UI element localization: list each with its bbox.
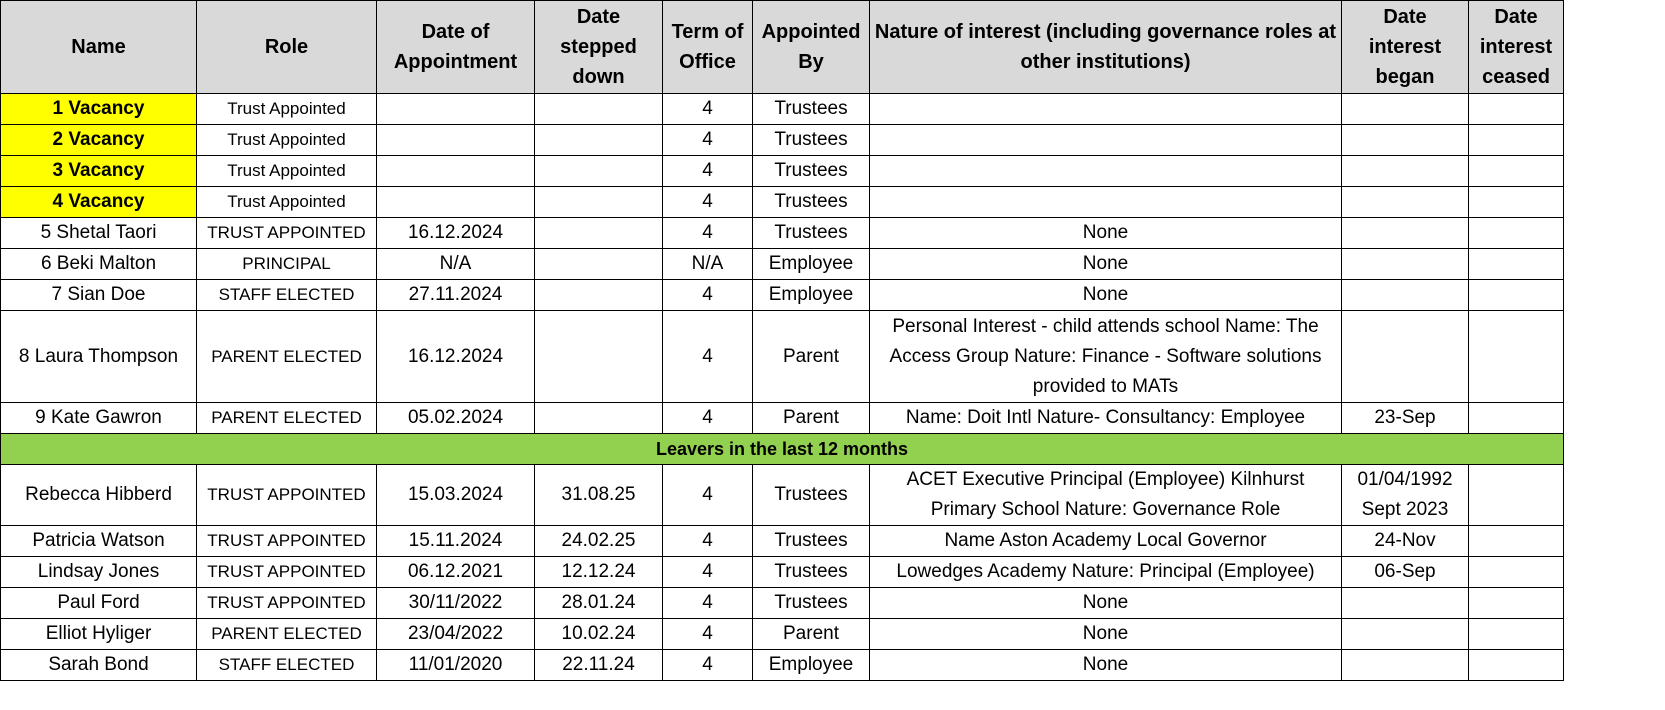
cell-interest-ceased[interactable]	[1469, 156, 1564, 187]
cell-interest-began[interactable]	[1342, 280, 1469, 311]
cell-nature-of-interest[interactable]: ACET Executive Principal (Employee) Kilnhurst Primary School Nature: Governance Role	[870, 465, 1342, 526]
cell-nature-of-interest[interactable]: None	[870, 280, 1342, 311]
cell-appointed-by[interactable]: Trustees	[753, 557, 870, 588]
cell-name[interactable]: 1 Vacancy	[1, 94, 197, 125]
cell-role[interactable]: TRUST APPOINTED	[197, 526, 377, 557]
cell-appointed-by[interactable]: Employee	[753, 249, 870, 280]
cell-date-stepped-down[interactable]	[535, 311, 663, 403]
interest-began-line-1: 01/04/1992	[1357, 469, 1453, 490]
cell-term[interactable]: 4	[663, 218, 753, 249]
cell-name[interactable]: Rebecca Hibberd	[1, 465, 197, 526]
cell-date-stepped-down[interactable]: 10.02.24	[535, 619, 663, 650]
cell-term[interactable]: 4	[663, 280, 753, 311]
cell-interest-ceased[interactable]	[1469, 187, 1564, 218]
cell-date-stepped-down[interactable]: 31.08.25	[535, 465, 663, 526]
cell-date-appointment[interactable]	[377, 125, 535, 156]
cell-interest-ceased[interactable]	[1469, 650, 1564, 681]
header-nature-of-interest: Nature of interest (including governance roles at other institutions)	[870, 1, 1342, 94]
cell-appointed-by[interactable]: Employee	[753, 280, 870, 311]
cell-appointed-by[interactable]: Trustees	[753, 187, 870, 218]
cell-appointed-by[interactable]: Trustees	[753, 588, 870, 619]
cell-date-stepped-down[interactable]	[535, 249, 663, 280]
cell-date-stepped-down[interactable]	[535, 403, 663, 434]
cell-term[interactable]: 4	[663, 403, 753, 434]
header-name: Name	[1, 1, 197, 94]
cell-interest-began[interactable]	[1342, 125, 1469, 156]
cell-role[interactable]: Trust Appointed	[197, 94, 377, 125]
cell-role[interactable]: Trust Appointed	[197, 125, 377, 156]
cell-interest-began[interactable]: 24-Nov	[1342, 526, 1469, 557]
table-row	[1, 125, 1564, 156]
cell-date-appointment[interactable]: 11/01/2020	[377, 650, 535, 681]
cell-term[interactable]: 4	[663, 94, 753, 125]
cell-name[interactable]: 5 Shetal Taori	[1, 218, 197, 249]
section-title: Leavers in the last 12 months	[1, 434, 1564, 465]
cell-interest-began[interactable]	[1342, 156, 1469, 187]
cell-appointed-by[interactable]: Trustees	[753, 465, 870, 526]
header-appointed-by: Appointed By	[753, 1, 870, 94]
cell-role[interactable]: Trust Appointed	[197, 156, 377, 187]
interest-began-line-2: Sept 2023	[1361, 499, 1449, 520]
cell-date-stepped-down[interactable]: 12.12.24	[535, 557, 663, 588]
cell-nature-of-interest[interactable]: Name Aston Academy Local Governor	[870, 526, 1342, 557]
cell-interest-ceased[interactable]	[1469, 557, 1564, 588]
cell-nature-of-interest[interactable]: None	[870, 218, 1342, 249]
cell-interest-ceased[interactable]	[1469, 465, 1564, 526]
cell-term[interactable]: 4	[663, 650, 753, 681]
table-row	[1, 557, 1564, 588]
header-date-appointment: Date of Appointment	[377, 1, 535, 94]
table-row	[1, 249, 1564, 280]
cell-date-stepped-down[interactable]	[535, 280, 663, 311]
cell-role[interactable]: PARENT ELECTED	[197, 619, 377, 650]
cell-date-stepped-down[interactable]	[535, 94, 663, 125]
cell-appointed-by[interactable]: Trustees	[753, 218, 870, 249]
cell-name[interactable]: Lindsay Jones	[1, 557, 197, 588]
cell-role[interactable]: PARENT ELECTED	[197, 403, 377, 434]
cell-nature-of-interest[interactable]	[870, 125, 1342, 156]
table-row	[1, 94, 1564, 125]
table-row	[1, 650, 1564, 681]
cell-date-stepped-down[interactable]	[535, 187, 663, 218]
cell-interest-ceased[interactable]	[1469, 280, 1564, 311]
cell-interest-began[interactable]	[1342, 218, 1469, 249]
cell-name[interactable]: Paul Ford	[1, 588, 197, 619]
cell-term[interactable]: 4	[663, 465, 753, 526]
cell-term[interactable]: 4	[663, 588, 753, 619]
cell-interest-began[interactable]: 23-Sep	[1342, 403, 1469, 434]
cell-appointed-by[interactable]: Trustees	[753, 94, 870, 125]
table-row	[1, 619, 1564, 650]
cell-interest-began[interactable]	[1342, 588, 1469, 619]
cell-term[interactable]: 4	[663, 557, 753, 588]
table-row	[1, 187, 1564, 218]
cell-role[interactable]: PARENT ELECTED	[197, 311, 377, 403]
cell-interest-began[interactable]	[1342, 311, 1469, 403]
cell-name[interactable]: 9 Kate Gawron	[1, 403, 197, 434]
cell-interest-began[interactable]	[1342, 94, 1469, 125]
table-row	[1, 218, 1564, 249]
cell-name[interactable]: Sarah Bond	[1, 650, 197, 681]
cell-appointed-by[interactable]: Parent	[753, 403, 870, 434]
cell-interest-began[interactable]	[1342, 187, 1469, 218]
cell-interest-began[interactable]: 06-Sep	[1342, 557, 1469, 588]
cell-term[interactable]: 4	[663, 619, 753, 650]
cell-name[interactable]: 7 Sian Doe	[1, 280, 197, 311]
cell-interest-ceased[interactable]	[1469, 218, 1564, 249]
cell-interest-began[interactable]	[1342, 650, 1469, 681]
cell-date-stepped-down[interactable]: 22.11.24	[535, 650, 663, 681]
cell-interest-ceased[interactable]	[1469, 311, 1564, 403]
cell-nature-of-interest[interactable]	[870, 156, 1342, 187]
cell-date-appointment[interactable]: 23/04/2022	[377, 619, 535, 650]
cell-nature-of-interest[interactable]: None	[870, 619, 1342, 650]
table-row	[1, 588, 1564, 619]
cell-role[interactable]: TRUST APPOINTED	[197, 557, 377, 588]
cell-term[interactable]: 4	[663, 125, 753, 156]
cell-term[interactable]: 4	[663, 187, 753, 218]
cell-date-appointment[interactable]: 16.12.2024	[377, 218, 535, 249]
cell-date-appointment[interactable]	[377, 187, 535, 218]
cell-interest-began[interactable]	[1342, 619, 1469, 650]
cell-date-appointment[interactable]: 15.11.2024	[377, 526, 535, 557]
cell-interest-ceased[interactable]	[1469, 619, 1564, 650]
cell-name[interactable]: Elliot Hyliger	[1, 619, 197, 650]
table-row	[1, 526, 1564, 557]
cell-interest-ceased[interactable]	[1469, 403, 1564, 434]
section-row-leavers	[1, 434, 1564, 465]
cell-date-appointment[interactable]: 16.12.2024	[377, 311, 535, 403]
cell-nature-of-interest[interactable]: None	[870, 588, 1342, 619]
cell-date-appointment[interactable]: N/A	[377, 249, 535, 280]
header-interest-began: Date interest began	[1342, 1, 1469, 94]
cell-role[interactable]: STAFF ELECTED	[197, 280, 377, 311]
cell-nature-of-interest[interactable]	[870, 94, 1342, 125]
cell-date-appointment[interactable]: 05.02.2024	[377, 403, 535, 434]
cell-name[interactable]: 2 Vacancy	[1, 125, 197, 156]
cell-name[interactable]: 8 Laura Thompson	[1, 311, 197, 403]
cell-appointed-by[interactable]: Trustees	[753, 125, 870, 156]
cell-appointed-by[interactable]: Trustees	[753, 156, 870, 187]
cell-appointed-by[interactable]: Parent	[753, 619, 870, 650]
cell-interest-ceased[interactable]	[1469, 588, 1564, 619]
cell-interest-ceased[interactable]	[1469, 249, 1564, 280]
cell-role[interactable]: TRUST APPOINTED	[197, 218, 377, 249]
cell-appointed-by[interactable]: Parent	[753, 311, 870, 403]
header-interest-ceased: Date interest ceased	[1469, 1, 1564, 94]
cell-role[interactable]: Trust Appointed	[197, 187, 377, 218]
cell-name[interactable]: Patricia Watson	[1, 526, 197, 557]
cell-nature-of-interest[interactable]: Personal Interest - child attends school Name: The Access Group Nature: Finance - Software solutions provided to MATs	[870, 311, 1342, 403]
cell-term[interactable]: 4	[663, 311, 753, 403]
cell-nature-of-interest[interactable]	[870, 187, 1342, 218]
cell-appointed-by[interactable]: Trustees	[753, 526, 870, 557]
cell-date-appointment[interactable]: 27.11.2024	[377, 280, 535, 311]
header-row	[1, 1, 1564, 94]
cell-role[interactable]: TRUST APPOINTED	[197, 465, 377, 526]
cell-interest-ceased[interactable]	[1469, 526, 1564, 557]
cell-name[interactable]: 4 Vacancy	[1, 187, 197, 218]
header-term: Term of Office	[663, 1, 753, 94]
cell-role[interactable]: PRINCIPAL	[197, 249, 377, 280]
cell-nature-of-interest[interactable]: None	[870, 650, 1342, 681]
table-row	[1, 403, 1564, 434]
cell-nature-of-interest[interactable]: Name: Doit Intl Nature- Consultancy: Employee	[870, 403, 1342, 434]
cell-interest-began[interactable]	[1342, 465, 1469, 526]
table-row	[1, 311, 1564, 403]
cell-date-appointment[interactable]	[377, 94, 535, 125]
cell-role[interactable]: STAFF ELECTED	[197, 650, 377, 681]
cell-date-appointment[interactable]: 30/11/2022	[377, 588, 535, 619]
cell-date-appointment[interactable]	[377, 156, 535, 187]
cell-date-stepped-down[interactable]	[535, 125, 663, 156]
header-date-stepped-down: Date stepped down	[535, 1, 663, 94]
cell-date-stepped-down[interactable]	[535, 218, 663, 249]
cell-name[interactable]: 3 Vacancy	[1, 156, 197, 187]
cell-interest-began[interactable]	[1342, 249, 1469, 280]
cell-date-stepped-down[interactable]: 28.01.24	[535, 588, 663, 619]
cell-date-appointment[interactable]: 06.12.2021	[377, 557, 535, 588]
table-row	[1, 465, 1564, 526]
header-role: Role	[197, 1, 377, 94]
table-row	[1, 280, 1564, 311]
table-row	[1, 156, 1564, 187]
cell-date-appointment[interactable]: 15.03.2024	[377, 465, 535, 526]
cell-date-stepped-down[interactable]: 24.02.25	[535, 526, 663, 557]
cell-term[interactable]: 4	[663, 526, 753, 557]
cell-role[interactable]: TRUST APPOINTED	[197, 588, 377, 619]
cell-nature-of-interest[interactable]: None	[870, 249, 1342, 280]
cell-nature-of-interest[interactable]: Lowedges Academy Nature: Principal (Employee)	[870, 557, 1342, 588]
cell-term[interactable]: N/A	[663, 249, 753, 280]
cell-date-stepped-down[interactable]	[535, 156, 663, 187]
cell-term[interactable]: 4	[663, 156, 753, 187]
cell-appointed-by[interactable]: Employee	[753, 650, 870, 681]
cell-interest-ceased[interactable]	[1469, 125, 1564, 156]
cell-interest-ceased[interactable]	[1469, 94, 1564, 125]
cell-name[interactable]: 6 Beki Malton	[1, 249, 197, 280]
